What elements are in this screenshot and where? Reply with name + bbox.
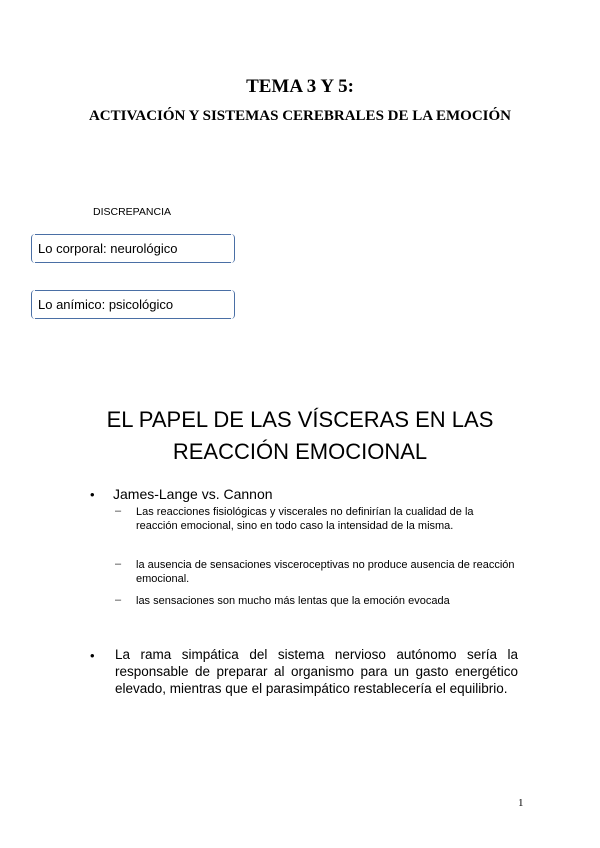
- dash-icon: –: [115, 558, 122, 570]
- sub-bullet-2: la ausencia de sensaciones visceroceptivas no produce ausencia de reacción emocional.: [136, 559, 515, 585]
- corporal-box: Lo corporal: neurológico: [31, 234, 235, 263]
- slide-title: EL PAPEL DE LAS VÍSCERAS EN LAS REACCIÓN EMOCIONAL: [106, 407, 494, 464]
- bullet-icon: •: [90, 487, 95, 502]
- discrepancy-label: DISCREPANCIA: [93, 206, 171, 218]
- bullet-james-lange: James-Lange vs. Cannon: [113, 486, 273, 502]
- bullet-rama-simpatica: La rama simpática del sistema nervioso autónomo sería la responsable de preparar al organismo para un gasto energético elevado, mientras que el parasimpático restablecería el equilibrio.: [115, 647, 518, 696]
- sub-bullet-1: Las reacciones fisiológicas y viscerales no definirían la cualidad de la reacción emocional, sino en todo caso la intensidad de la misma.: [136, 506, 474, 532]
- document-subtitle: ACTIVACIÓN Y SISTEMAS CEREBRALES DE LA EMOCIÓN: [88, 108, 512, 124]
- dash-icon: –: [115, 505, 122, 517]
- animico-box: Lo anímico: psicológico: [31, 290, 235, 319]
- dash-icon: –: [115, 594, 122, 606]
- bullet-icon: •: [90, 648, 95, 663]
- document-title: TEMA 3 Y 5:: [246, 76, 354, 97]
- sub-bullet-3: las sensaciones son mucho más lentas que la emoción evocada: [136, 595, 450, 607]
- page-number: 1: [518, 797, 524, 809]
